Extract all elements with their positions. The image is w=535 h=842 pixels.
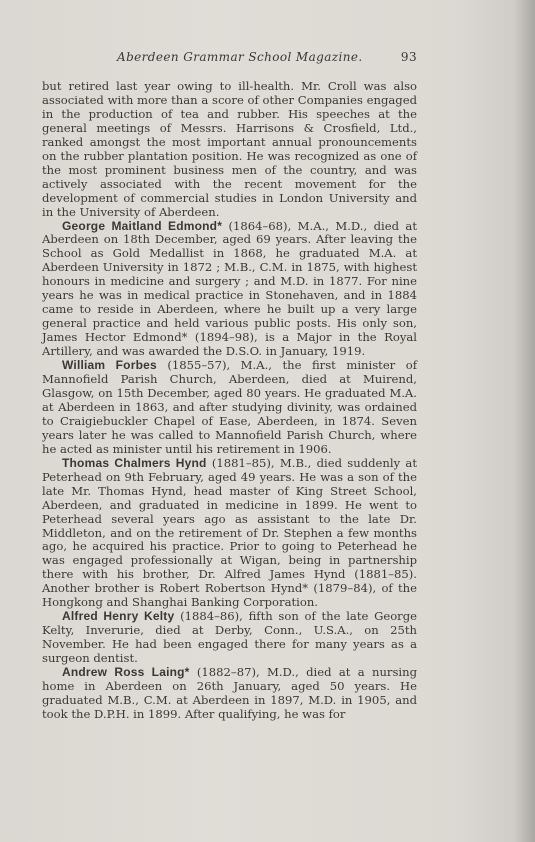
paragraph-laing [42,666,417,722]
paragraph-text: (1882–87), M.D., died at a nursing home in Aberdeen on 26th January, aged 50 years. He graduated M.B., C.M. at Aberdeen in 1897, M.D. in 1905, and took the D.P.H. in 1899. After qualifying, he was for [42,665,417,721]
person-name: Thomas Chalmers Hynd [62,455,207,470]
person-name: George Maitland Edmond* [62,218,223,233]
paragraph-text: (1855–57), M.A., the first minister of Mannofield Parish Church, Aberdeen, died at Muirend, Glasgow, on 15th December, aged 80 years. He graduated M.A. at Aberdeen in 1863, and after studying divinity, was ordained to Craigiebuckler Chapel of Ease, Aberdeen, in 1874. Seven years later he was called to Mannofield Parish Church, where he acted as minister until his retirement in 1906. [42,358,417,456]
person-name: Andrew Ross Laing* [62,665,190,680]
person-name: William Forbes [62,358,157,373]
paragraph-text: (1864–68), M.A., M.D., died at Aberdeen on 18th December, aged 69 years. After leaving the School as Gold Medallist in 1868, he graduated M.A. at Aberdeen University in 1872 ; M.B., C.M. in 1875, with highest honours in medicine and surgery ; and M.D. in 1877. For nine years he was in medical practice in Stonehaven, and in 1884 came to reside in Aberdeen, where he built up a very large general practice and held various public posts. His only son, James Hector Edmond* (1894–98), is a Major in the Royal Artillery, and was awarded the D.S.O. in January, 1919. [42,218,417,359]
paragraph-text: (1884–86), fifth son of the late George Kelty, Inverurie, died at Derby, Conn., U.S.A., on 25th November. He had been engaged there for many years as a surgeon dentist. [42,609,417,666]
paragraph-kelty [42,610,417,666]
paragraph-croll [42,80,417,220]
paragraph-edmond [42,220,417,360]
paragraph-hynd [42,457,417,610]
paragraph-forbes [42,359,417,457]
magazine-title: Aberdeen Grammar School Magazine. [117,50,363,64]
page-number: 93 [400,50,417,64]
obituary-text [42,80,417,722]
paragraph-text: but retired last year owing to ill-health. Mr. Croll was also associated with more than a score of other Companies engaged in the production of tea and rubber. His speeches at the general meetings of Messrs. Harrisons & Crosfield, Ltd., ranked amongst the most important annual pronouncements on the rubber plantation position. He was recognized as one of the most prominent business men of the country, and was actively associated with the recent movement for the development of commercial studies in London University and in the University of Aberdeen. [42,79,417,219]
running-header [42,50,417,70]
person-name: Alfred Henry Kelty [62,609,175,624]
paragraph-text: (1881–85), M.B., died suddenly at Peterhead on 9th February, aged 49 years. He was a son of the late Mr. Thomas Hynd, head master of King Street School, Aberdeen, and graduated in medicine in 1899. He went to Peterhead several years ago as assistant to the late Dr. Middleton, and on the retirement of Dr. Stephen a few months ago, he acquired his practice. Prior to going to Peterhead he was engaged professionally at Wigan, being in partnership there with his brother, Dr. Alfred James Hynd (1881–85). Another brother is Robert Robertson Hynd* (1879–84), of the Hongkong and Shanghai Banking Corporation. [42,455,417,610]
